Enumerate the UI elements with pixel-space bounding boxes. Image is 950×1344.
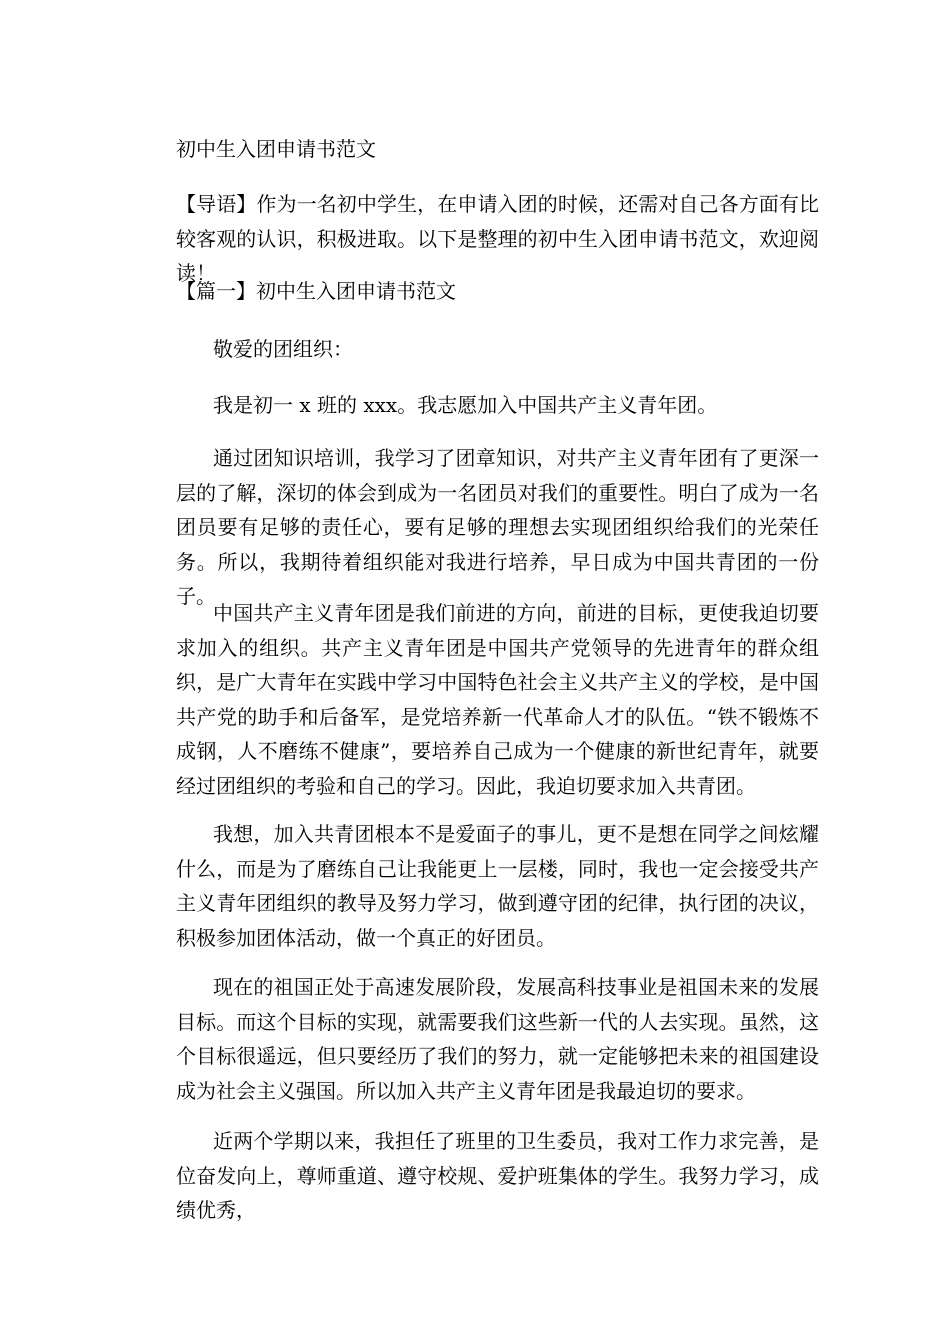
body-paragraph-1: 我是初一 x 班的 xxx。我志愿加入中国共产主义青年团。 bbox=[213, 393, 718, 417]
section-heading: 【篇一】初中生入团申请书范文 bbox=[176, 279, 456, 303]
body-paragraph-2: 通过团知识培训，我学习了团章知识，对共产主义青年团有了更深一层的了解，深切的体会到成为一名团员对我们的重要性。明白了成为一名团员要有足够的责任心，要有足够的理想去实现团组织给我们的光荣任务。所以，我期待着组织能对我进行培养，早日成为中国共青团的一份子。 bbox=[176, 446, 819, 608]
body-paragraph-3: 中国共产主义青年团是我们前进的方向，前进的目标，更使我迫切要求加入的组织。共产主义青年团是中国共产党领导的先进青年的群众组织，是广大青年在实践中学习中国特色社会主义共产主义的学校，是中国共产党的助手和后备军，是党培养新一代革命人才的队伍。“铁不锻炼不成钢，人不磨练不健康”，要培养自己成为一个健康的新世纪青年，就要经过团组织的考验和自己的学习。因此，我迫切要求加入共青团。 bbox=[176, 601, 819, 798]
intro-paragraph: 【导语】作为一名初中学生，在申请入团的时候，还需对自己各方面有比较客观的认识，积极进取。以下是整理的初中生入团申请书范文，欢迎阅读！ bbox=[176, 192, 819, 285]
body-paragraph-5: 现在的祖国正处于高速发展阶段，发展高科技事业是祖国未来的发展目标。而这个目标的实现，就需要我们这些新一代的人去实现。虽然，这个目标很遥远，但只要经历了我们的努力，就一定能够把未来的祖国建设成为社会主义强国。所以加入共产主义青年团是我最迫切的要求。 bbox=[176, 975, 819, 1103]
body-paragraph-6: 近两个学期以来，我担任了班里的卫生委员，我对工作力求完善，是位奋发向上，尊师重道、遵守校规、爱护班集体的学生。我努力学习，成绩优秀， bbox=[176, 1129, 819, 1222]
salutation: 敬爱的团组织： bbox=[213, 337, 353, 361]
document-title: 初中生入团申请书范文 bbox=[176, 137, 376, 161]
body-paragraph-4: 我想，加入共青团根本不是爱面子的事儿，更不是想在同学之间炫耀什么，而是为了磨练自己让我能更上一层楼，同时，我也一定会接受共产主义青年团组织的教导及努力学习，做到遵守团的纪律，执行团的决议，积极参加团体活动，做一个真正的好团员。 bbox=[176, 822, 819, 950]
